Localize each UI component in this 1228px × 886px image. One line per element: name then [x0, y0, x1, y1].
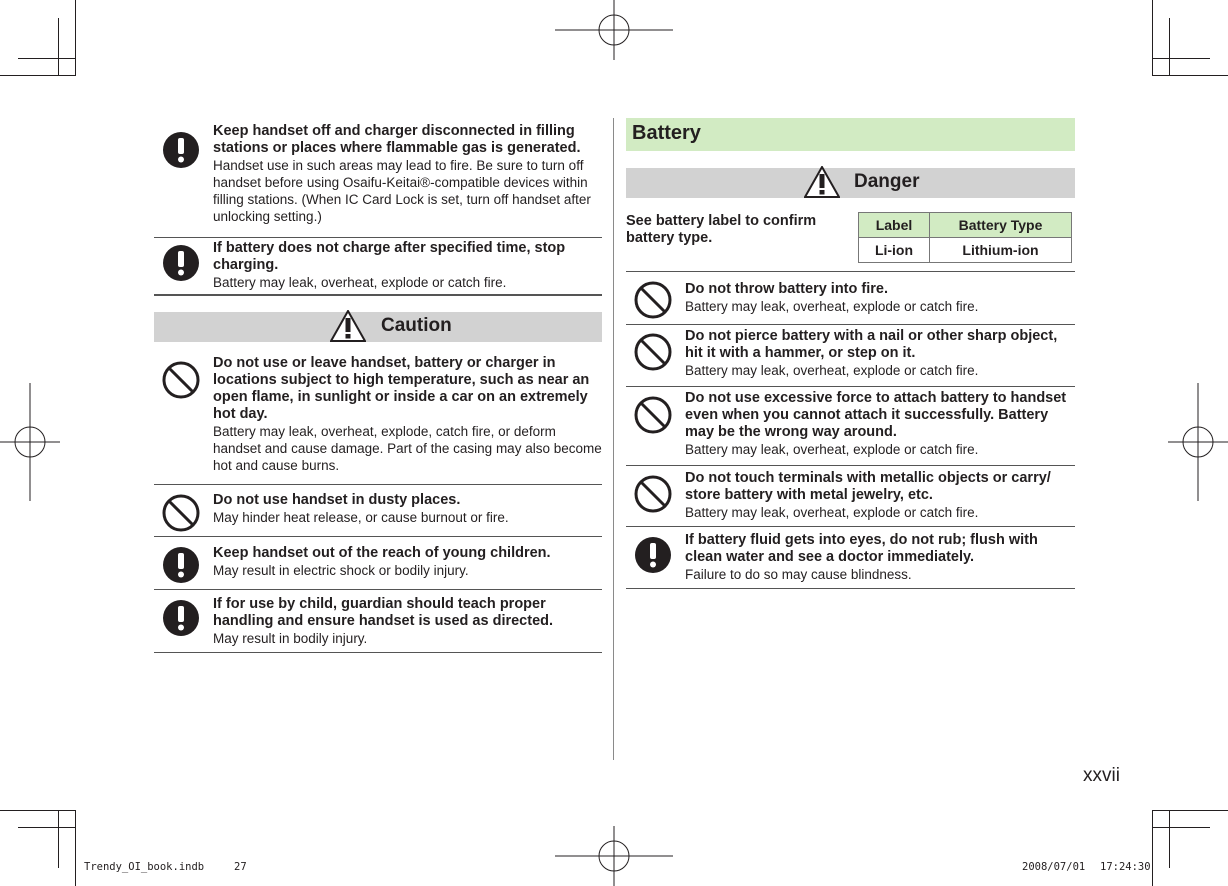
caution-heading-label: Caution — [381, 315, 452, 336]
left-column — [154, 0, 602, 660]
table-header-row — [859, 213, 1072, 238]
table-header: Label — [859, 213, 930, 238]
footer-time: 17:24:30 — [1100, 861, 1151, 873]
table-row — [859, 238, 1072, 263]
battery-section-title: Battery — [632, 122, 701, 144]
warning-triangle-icon — [330, 310, 366, 342]
battery-section-heading — [626, 118, 1075, 151]
prohibition-icon — [634, 333, 672, 371]
entry-title: Do not throw battery into fire. — [685, 281, 888, 297]
entry-title: If battery fluid gets into eyes, do not rub; flush with clean water and see a doctor immediately. — [685, 532, 1038, 565]
warning-entry — [154, 237, 602, 296]
entry-title: Do not touch terminals with metallic objects or carry/ store battery with metal jewelry, etc. — [685, 470, 1051, 503]
danger-entry — [626, 386, 1075, 466]
danger-heading-label: Danger — [854, 171, 920, 192]
entry-body: Battery may leak, overheat, explode or catch fire. — [213, 275, 507, 290]
caution-entry — [154, 536, 602, 590]
entry-body: Handset use in such areas may lead to fire. Be sure to turn off handset before using Osaifu-Keitai®-compatible devices within filling stations. (When IC Card Lock is set, turn off handset after unlocking setting.) — [213, 158, 591, 224]
danger-entry — [626, 465, 1075, 527]
entry-title: Keep handset out of the reach of young children. — [213, 545, 551, 561]
prohibition-icon — [162, 361, 200, 399]
entry-body: May hinder heat release, or cause burnout or fire. — [213, 510, 509, 525]
registration-mark-right — [1168, 383, 1228, 503]
registration-mark-bottom — [555, 826, 675, 886]
exclamation-icon — [162, 546, 200, 584]
entry-title: Keep handset off and charger disconnected in filling stations or places where flammable gas is generated. — [213, 123, 581, 156]
battery-label-note: See battery label to confirm battery type. — [626, 213, 817, 246]
entry-title: If for use by child, guardian should teach proper handling and ensure handset is used as directed. — [213, 596, 554, 629]
caution-entry — [154, 484, 602, 537]
battery-type-table — [858, 212, 1072, 263]
registration-mark-left — [0, 383, 60, 503]
entry-body: Battery may leak, overheat, explode or catch fire. — [685, 505, 979, 520]
prohibition-icon — [634, 281, 672, 319]
entry-body: Battery may leak, overheat, explode, catch fire, or deform handset and cause damage. Part of the casing may also become hot and cause burns. — [213, 424, 602, 473]
footer-sheet: 27 — [234, 861, 247, 873]
warning-triangle-icon — [804, 166, 840, 198]
entry-title: Do not use excessive force to attach battery to handset even when you cannot attach it successfully. Battery may be the wrong way around. — [685, 390, 1067, 440]
footer-file: Trendy_OI_book.indb — [84, 861, 205, 873]
page-number: xxvii — [1083, 765, 1120, 786]
danger-entry — [626, 271, 1075, 325]
caution-entry — [154, 353, 602, 485]
entry-title: Do not use or leave handset, battery or charger in locations subject to high temperature, such as near an open flame, in sunlight or inside a car on an extremely hot day. — [213, 355, 590, 422]
exclamation-icon — [162, 244, 200, 282]
entry-body: Battery may leak, overheat, explode or catch fire. — [685, 299, 979, 314]
table-cell: Lithium-ion — [930, 238, 1072, 263]
exclamation-icon — [162, 131, 200, 169]
prohibition-icon — [634, 475, 672, 513]
footer-date: 2008/07/01 — [1022, 861, 1086, 873]
entry-body: Failure to do so may cause blindness. — [685, 567, 912, 582]
entry-title: Do not pierce battery with a nail or other sharp object, hit it with a hammer, or step on it. — [685, 328, 1058, 361]
entry-title: If battery does not charge after specified time, stop charging. — [213, 240, 566, 273]
entry-body: Battery may leak, overheat, explode or catch fire. — [685, 442, 979, 457]
prohibition-icon — [162, 494, 200, 532]
column-divider — [613, 118, 614, 760]
table-cell: Li-ion — [859, 238, 930, 263]
exclamation-icon — [634, 536, 672, 574]
caution-heading — [154, 312, 602, 342]
table-header: Battery Type — [930, 213, 1072, 238]
right-column — [626, 0, 1075, 600]
danger-entry — [626, 323, 1075, 387]
entry-body: Battery may leak, overheat, explode or catch fire. — [685, 363, 979, 378]
entry-body: May result in electric shock or bodily injury. — [213, 563, 469, 578]
entry-body: May result in bodily injury. — [213, 631, 368, 646]
caution-entry — [154, 589, 602, 653]
prohibition-icon — [634, 396, 672, 434]
entry-title: Do not use handset in dusty places. — [213, 492, 461, 508]
danger-heading — [626, 168, 1075, 198]
exclamation-icon — [162, 599, 200, 637]
danger-entry — [626, 526, 1075, 589]
